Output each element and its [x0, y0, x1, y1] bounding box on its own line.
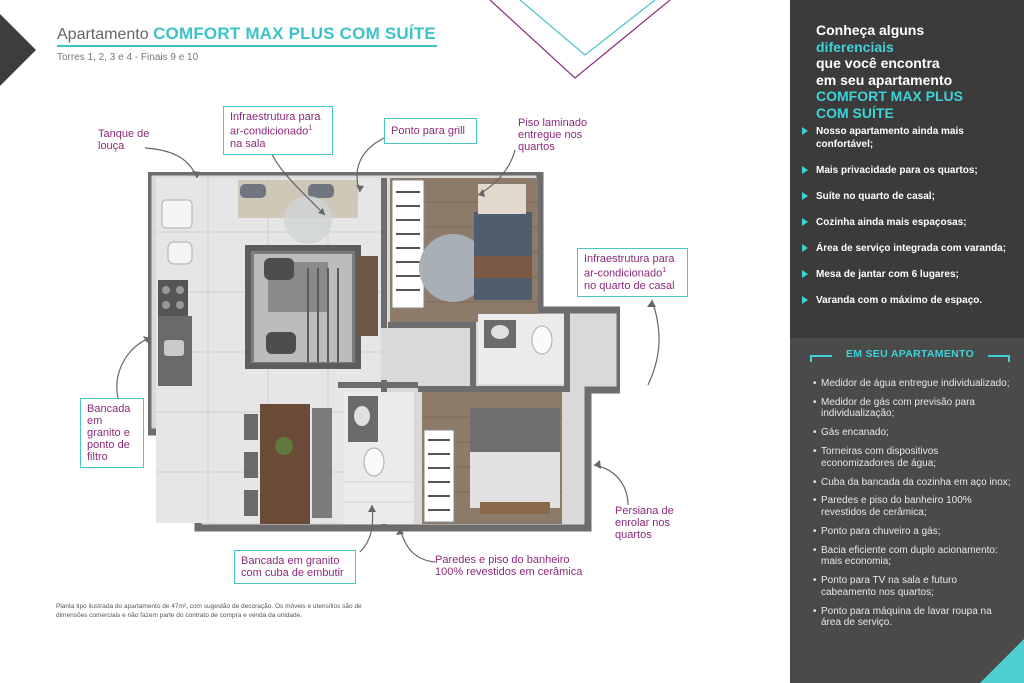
bullet-arrow-icon: [802, 270, 808, 278]
differential-item: [802, 242, 1020, 255]
label-infra-casal-line2: ar-condicionado: [584, 267, 663, 280]
bullet-arrow-icon: [802, 218, 808, 226]
panel-head-line5: COMFORT MAX PLUS: [816, 88, 963, 104]
bullet-arrow-icon: [802, 244, 808, 252]
differential-item: [802, 190, 1020, 203]
differential-text: Cozinha ainda mais espaçosas;: [816, 217, 967, 228]
panel-head-line6: COM SUÍTE: [816, 104, 894, 121]
panel-head-line2: diferenciais: [816, 38, 894, 55]
section-title-frame: [810, 348, 1010, 364]
feature-item: • Ponto para chuveiro a gás;: [812, 526, 1012, 538]
label-paredes-banheiro: Paredes e piso do banheiro 100% revestidos em cerâmica: [435, 554, 583, 578]
label-bancada-cuba: Bancada em granito com cuba de embutir: [234, 550, 356, 584]
differential-item: [802, 268, 1020, 281]
label-bancada-filtro: Bancada em granito e ponto de filtro: [80, 398, 144, 468]
corner-arrow-decoration: [0, 14, 36, 86]
label-piso-laminado: Piso laminado entregue nos quartos: [518, 117, 588, 153]
top-line-decoration: [480, 0, 680, 90]
differential-text: Área de serviço integrada com varanda;: [816, 243, 1007, 254]
differential-text: Nosso apartamento ainda mais confortável;: [816, 126, 964, 150]
features-list: [812, 378, 1012, 636]
feature-item: • Medidor de gás com previsão para individualização;: [812, 397, 1012, 420]
footnote: Planta tipo ilustrada do apartamento de 47m², com sugestão de decoração. Os móveis e utensílios são de dimensões comerciais e não fazem parte do contrato de compra e venda da unidade.: [56, 603, 362, 619]
feature-item: • Ponto para máquina de lavar roupa na área de serviço.: [812, 606, 1012, 629]
differential-item: [802, 164, 1020, 177]
page-title: [57, 24, 436, 44]
label-infra-sala: [223, 106, 333, 155]
panel-head-line4: em seu apartamento: [816, 71, 953, 88]
label-tanque: Tanque de louça: [98, 128, 150, 152]
feature-item: • Torneiras com dispositivos economizadores de água;: [812, 446, 1012, 469]
differential-item: [802, 294, 1020, 307]
label-grill: Ponto para grill: [384, 118, 477, 144]
feature-item: • Paredes e piso do banheiro 100% revestidos de cerâmica;: [812, 495, 1012, 518]
bullet-arrow-icon: [802, 192, 808, 200]
floor-plan: [148, 172, 620, 536]
bullet-arrow-icon: [802, 296, 808, 304]
bullet-arrow-icon: [802, 166, 808, 174]
label-infra-casal-line1: Infraestrutura para: [584, 253, 675, 265]
feature-item: • Gás encanado;: [812, 427, 1012, 439]
teal-corner-decoration: [980, 639, 1024, 683]
differential-text: Varanda com o máximo de espaço.: [816, 295, 983, 306]
label-infra-sala-line3: na sala: [230, 137, 266, 150]
feature-item: • Cuba da bancada da cozinha em aço inox;: [812, 477, 1012, 489]
panel-head-line3: que você encontra: [816, 55, 940, 71]
label-persiana: Persiana de enrolar nos quartos: [615, 505, 674, 541]
differential-item: [802, 125, 1020, 151]
differentials-panel: [790, 0, 1024, 683]
differential-item: [802, 216, 1020, 229]
label-infra-sala-line1: Infraestrutura para: [230, 111, 321, 123]
label-infra-sala-sup: 1: [308, 125, 313, 132]
section-title: EM SEU APARTAMENTO: [845, 348, 975, 360]
differential-text: Mesa de jantar com 6 lugares;: [816, 269, 959, 280]
label-infra-casal: [577, 248, 688, 297]
bullet-arrow-icon: [802, 127, 808, 135]
differentials-list: [802, 125, 1020, 320]
feature-item: • Ponto para TV na sala e futuro cabeamento nos quartos;: [812, 575, 1012, 598]
label-infra-casal-line3: no quarto de casal: [584, 279, 675, 292]
feature-item: • Bacia eficiente com duplo acionamento: mais economia;: [812, 545, 1012, 568]
title-prefix: Apartamento: [57, 26, 149, 43]
panel-head-line1: Conheça alguns: [816, 22, 925, 38]
title-model: COMFORT MAX PLUS COM SUÍTE: [153, 24, 436, 43]
panel-heading: [816, 22, 1016, 121]
label-infra-casal-sup: 1: [662, 267, 667, 274]
page-subtitle: Torres 1, 2, 3 e 4 - Finais 9 e 10: [57, 52, 199, 63]
title-underline: [57, 45, 437, 47]
differential-text: Mais privacidade para os quartos;: [816, 165, 978, 176]
feature-item: • Medidor de água entregue individualizado;: [812, 378, 1012, 390]
label-infra-sala-line2: ar-condicionado: [230, 125, 309, 138]
differential-text: Suíte no quarto de casal;: [816, 191, 935, 202]
